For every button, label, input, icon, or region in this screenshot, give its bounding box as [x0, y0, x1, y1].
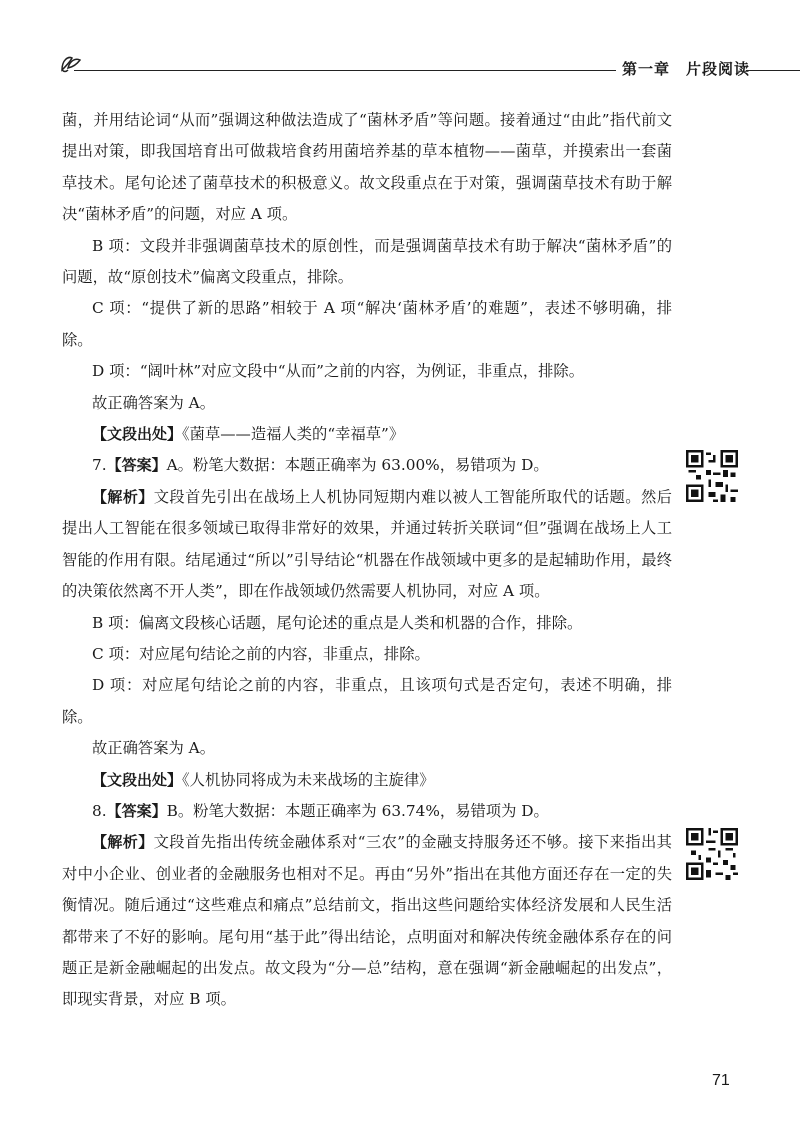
analysis-label: 【解析】 — [92, 487, 154, 506]
header-rule-left — [74, 70, 616, 71]
leaf-icon — [56, 50, 84, 78]
paragraph: 故正确答案为 A。 — [92, 739, 215, 758]
analysis-text: 文段首先指出传统金融体系对“三农”的金融支持服务还不够。接下来指出其对中小企业、创业者的金融服务也相对不足。再由“另外”指出在其他方面还存在一定的失衡情况。随后通过“这些难点和痛点”总结前文，指出这些问题给实体经济发展和人民生活都带来了不好的影响。尾句用“基于此”得出结论，点明面对和解决传统金融体系存在的问题正是新金融崛起的出发点。故文段为“分—总”结构，意在强调“新金融崛起的出发点”，即现实背景，对应 B 项。 — [62, 833, 672, 1009]
source-line — [62, 419, 672, 450]
header-rule-right — [746, 70, 800, 71]
answer-text: B。粉笔大数据：本题正确率为 63.74%，易错项为 D。 — [166, 801, 549, 820]
source-label: 【文段出处】 — [92, 425, 183, 444]
source-line — [62, 765, 672, 796]
analysis-paragraph — [62, 827, 672, 1015]
paragraph: D 项：对应尾句结论之前的内容，非重点，且该项句式是否定句，表述不明确，排除。 — [62, 676, 672, 726]
chapter-title: 第一章 片段阅读 — [622, 60, 751, 78]
qr-code-icon[interactable] — [686, 828, 738, 880]
qr-code-icon[interactable] — [686, 450, 738, 502]
answer-text: A。粉笔大数据：本题正确率为 63.00%，易错项为 D。 — [166, 456, 549, 475]
answer-label: 【答案】 — [106, 801, 167, 820]
paragraph: C 项：对应尾句结论之前的内容，非重点，排除。 — [92, 644, 430, 663]
page-number: 71 — [712, 1072, 730, 1089]
answer-line — [62, 450, 672, 481]
main-content — [62, 105, 672, 1016]
answer-line — [62, 796, 672, 827]
paragraph: B 项：偏离文段核心话题，尾句论述的重点是人类和机器的合作，排除。 — [92, 613, 583, 632]
answer-label: 【答案】 — [106, 456, 167, 475]
analysis-text: 文段首先引出在战场上人机协同短期内难以被人工智能所取代的话题。然后提出人工智能在很多领域已取得非常好的效果，并通过转折关联词“但”强调在战场上人工智能的作用有限。结尾通过“所以”引导结论“机器在作战领域中更多的是起辅助作用，最终的决策依然离不开人类”，即在作战领域仍然需要人机协同，对应 A 项。 — [62, 487, 672, 601]
paragraph: C 项：“提供了新的思路”相较于 A 项“解决‘菌林矛盾’的难题”，表述不够明确，排除。 — [62, 299, 672, 349]
paragraph: D 项：“阔叶林”对应文段中“从而”之前的内容，为例证，非重点，排除。 — [92, 362, 585, 381]
analysis-label: 【解析】 — [92, 833, 154, 852]
paragraph: 故正确答案为 A。 — [92, 393, 215, 412]
page-header — [56, 50, 800, 90]
source-label: 【文段出处】 — [92, 770, 183, 789]
paragraph: B 项：文段并非强调菌草技术的原创性，而是强调菌草技术有助于解决“菌林矛盾”的问题，故“原创技术”偏离文段重点，排除。 — [62, 236, 672, 287]
question-number: 8. — [92, 801, 107, 820]
source-text: 《菌草——造福人类的“幸福草”》 — [182, 425, 405, 444]
analysis-paragraph — [62, 482, 672, 608]
question-number: 7. — [92, 456, 107, 475]
paragraph: 菌，并用结论词“从而”强调这种做法造成了“菌林矛盾”等问题。接着通过“由此”指代前文提出对策，即我国培育出可做栽培食药用菌培养基的草本植物——菌草，并摸索出一套菌草技术。尾句论述了菌草技术的积极意义。故文段重点在于对策，强调菌草技术有助于解决“菌林矛盾”的问题，对应 A 项。 — [62, 111, 672, 224]
source-text: 《人机协同将成为未来战场的主旋律》 — [182, 770, 435, 789]
